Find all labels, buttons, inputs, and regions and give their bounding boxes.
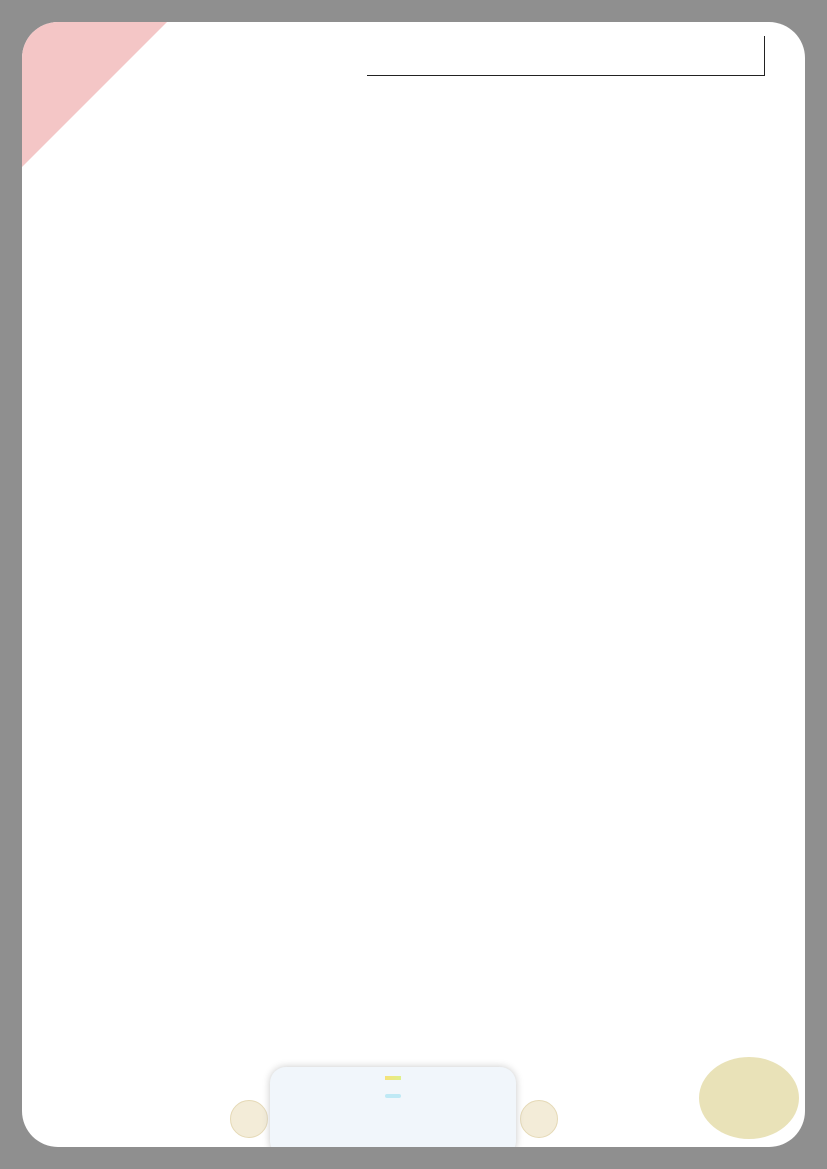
document-page — [22, 22, 805, 1147]
watermark-url — [385, 1094, 401, 1098]
corner-decoration — [22, 22, 167, 167]
site-watermark — [270, 1067, 516, 1147]
bac-math-badge — [699, 1057, 799, 1139]
small-logo-right — [520, 1100, 558, 1138]
page-header — [367, 36, 765, 76]
watermark-arabic — [385, 1076, 401, 1080]
small-logo-left — [230, 1100, 268, 1138]
